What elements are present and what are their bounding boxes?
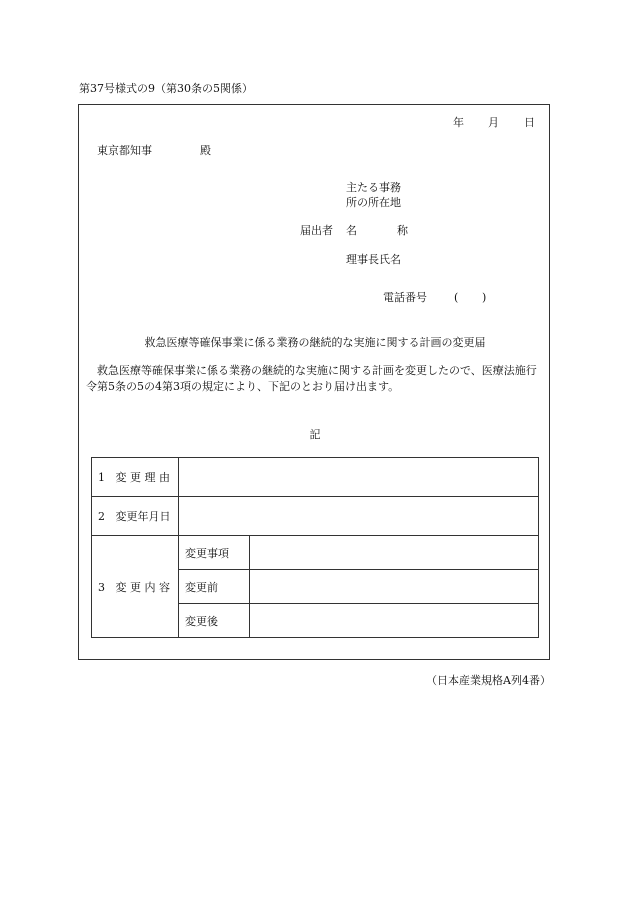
date-month-field[interactable]: 月 bbox=[488, 116, 499, 129]
row2-label: 変更年月日 bbox=[115, 510, 171, 523]
phone-paren-close: ) bbox=[482, 291, 487, 304]
row1-label-cell bbox=[92, 458, 179, 497]
form-number: 第37号様式の9（第30条の5関係） bbox=[79, 82, 253, 95]
row1-number: 1 bbox=[98, 471, 105, 484]
addressee: 東京都知事 bbox=[97, 144, 152, 157]
name-label-part2: 称 bbox=[397, 224, 408, 237]
row3-label: 変 更 内 容 bbox=[115, 580, 170, 594]
name-label-part1: 名 bbox=[346, 224, 357, 237]
honorific: 殿 bbox=[200, 144, 211, 157]
change-item-label: 変更事項 bbox=[179, 536, 250, 570]
row3-label-cell bbox=[92, 536, 179, 638]
table-row bbox=[92, 458, 539, 497]
before-change-field[interactable] bbox=[250, 570, 539, 604]
paper-size-note: （日本産業規格A列4番） bbox=[426, 674, 551, 687]
detail-table bbox=[91, 457, 539, 638]
after-change-label: 変更後 bbox=[179, 604, 250, 638]
phone-paren-open: ( bbox=[454, 291, 459, 304]
address-label-line1: 主たる事務 bbox=[346, 181, 401, 194]
date-day-field[interactable]: 日 bbox=[524, 116, 535, 129]
ki-heading: 記 bbox=[309, 428, 321, 441]
after-change-field[interactable] bbox=[250, 604, 539, 638]
change-reason-field[interactable] bbox=[179, 458, 539, 497]
table-row bbox=[92, 536, 539, 570]
name-label bbox=[346, 224, 408, 238]
body-paragraph: 救急医療等確保事業に係る業務の継続的な実施に関する計画を変更したので、医療法施行令第5条の5の4第3項の規定により、下記のとおり届け出ます。 bbox=[86, 364, 537, 393]
table-row bbox=[92, 497, 539, 536]
address-label-line2: 所の所在地 bbox=[346, 196, 401, 209]
change-item-field[interactable] bbox=[250, 536, 539, 570]
representative-label: 理事長氏名 bbox=[346, 253, 401, 266]
row3-number: 3 bbox=[98, 580, 105, 594]
phone-label: 電話番号 bbox=[383, 291, 427, 304]
row1-label: 変 更 理 由 bbox=[115, 471, 170, 484]
change-date-field[interactable] bbox=[179, 497, 539, 536]
date-year-field[interactable]: 年 bbox=[453, 116, 464, 129]
before-change-label: 変更前 bbox=[179, 570, 250, 604]
row2-label-cell bbox=[92, 497, 179, 536]
document-title: 救急医療等確保事業に係る業務の継続的な実施に関する計画の変更届 bbox=[144, 336, 486, 349]
notifier-label: 届出者 bbox=[300, 224, 333, 237]
row2-number: 2 bbox=[98, 510, 105, 523]
